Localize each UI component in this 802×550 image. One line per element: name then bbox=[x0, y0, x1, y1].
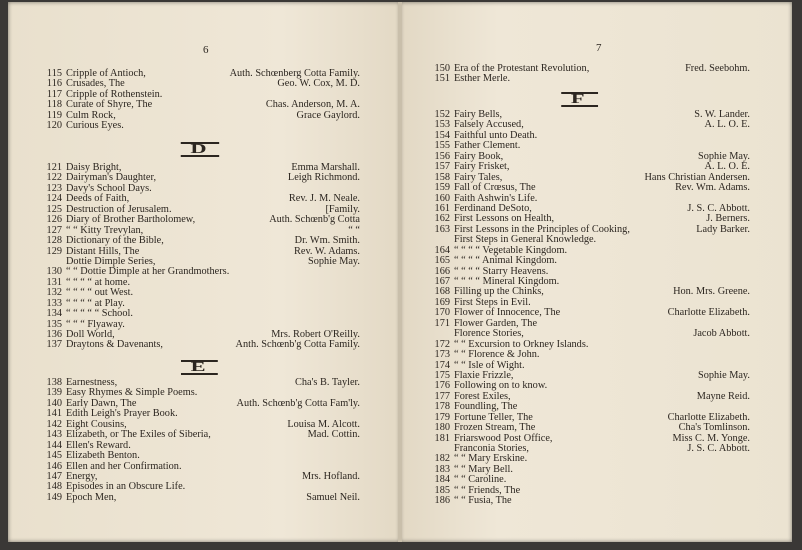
item-title: Eight Cousins, bbox=[66, 418, 127, 430]
item-author: Charlotte Elizabeth. bbox=[667, 411, 750, 423]
item-number: 152 bbox=[434, 109, 450, 120]
item-number: 148 bbox=[46, 481, 62, 493]
item-title: First Lessons in the Principles of Cooking, bbox=[454, 223, 630, 235]
item-title: Franconia Stories, bbox=[454, 443, 529, 454]
right-list-e bbox=[428, 64, 750, 85]
item-title: Dairyman's Daughter, bbox=[66, 172, 157, 184]
item-title: “ “ Friends, The bbox=[454, 484, 521, 496]
item-number: 121 bbox=[46, 162, 62, 173]
item-number: 179 bbox=[434, 411, 450, 423]
item-title: Fairy Bells, bbox=[454, 109, 503, 120]
item-author: Chas. Anderson, M. A. bbox=[265, 99, 360, 111]
right-list-f bbox=[428, 110, 750, 507]
item-author: Mrs. Hofland. bbox=[301, 470, 360, 482]
item-number: 115 bbox=[46, 68, 62, 79]
item-number: 134 bbox=[46, 308, 62, 320]
item-number: 126 bbox=[46, 214, 62, 226]
item-title: Culm Rock, bbox=[66, 109, 116, 121]
item-number: 127 bbox=[46, 224, 62, 236]
item-number: 168 bbox=[434, 286, 450, 298]
item-title: Energy, bbox=[66, 470, 98, 482]
item-number: 173 bbox=[434, 349, 450, 361]
item-title: “ “ “ “ Starry Heavens. bbox=[454, 265, 549, 277]
item-number: 165 bbox=[434, 255, 450, 267]
item-title: Davy's School Days. bbox=[66, 182, 152, 194]
list-item bbox=[428, 423, 750, 433]
item-author: Hans Christian Andersen. bbox=[644, 171, 750, 183]
item-author: Auth. Schœnb'g Cotta bbox=[269, 214, 360, 226]
list-item bbox=[428, 350, 750, 360]
item-number: 143 bbox=[46, 429, 62, 441]
book-gutter bbox=[398, 2, 402, 542]
item-number: 128 bbox=[46, 235, 62, 247]
item-title: Distant Hills, The bbox=[66, 245, 140, 257]
item-title: Dictionary of the Bible, bbox=[66, 235, 164, 247]
item-title: Cripple of Rothenstein. bbox=[66, 88, 163, 100]
item-title: Cripple of Antioch, bbox=[66, 68, 146, 79]
item-title: Ellen's Reward. bbox=[66, 439, 131, 451]
item-number: 160 bbox=[434, 192, 450, 204]
item-author: J. S. C. Abbott. bbox=[687, 443, 750, 454]
item-author: Lady Barker. bbox=[696, 223, 750, 235]
item-number: 153 bbox=[434, 119, 450, 131]
item-title: Esther Merle. bbox=[454, 73, 511, 85]
left-list-d bbox=[40, 163, 360, 351]
item-author: [Family. bbox=[325, 203, 360, 215]
item-title: “ “ “ “ Vegetable Kingdom. bbox=[454, 244, 568, 256]
item-author: Fred. Seebohm. bbox=[685, 63, 750, 74]
item-number: 150 bbox=[434, 63, 450, 74]
item-title: “ “ “ “ “ School. bbox=[66, 308, 133, 320]
item-title: Curious Eyes. bbox=[66, 120, 124, 132]
item-number: 149 bbox=[46, 491, 62, 503]
item-title: “ “ “ “ Animal Kingdom. bbox=[454, 255, 557, 267]
item-title: Forest Exiles, bbox=[454, 390, 511, 402]
item-title: Deeds of Faith, bbox=[66, 193, 130, 205]
item-number: 154 bbox=[434, 129, 450, 141]
item-title: Daisy Bright, bbox=[66, 162, 122, 173]
item-author: Auth. Schœnberg Cotta Family. bbox=[229, 68, 360, 79]
item-number: 181 bbox=[434, 432, 450, 444]
item-author: Miss C. M. Yonge. bbox=[672, 432, 750, 444]
item-title: “ “ “ “ at Play. bbox=[66, 297, 125, 309]
item-number: 141 bbox=[46, 408, 62, 420]
section-heading-d: D bbox=[40, 142, 360, 164]
item-number: 137 bbox=[46, 339, 62, 351]
item-title: Dottie Dimple Series, bbox=[66, 255, 156, 267]
section-d bbox=[40, 142, 360, 164]
item-number: 167 bbox=[434, 276, 450, 287]
item-title: Florence Stories, bbox=[454, 328, 524, 340]
section-heading-e: E bbox=[40, 360, 360, 382]
item-title: Foundling, The bbox=[454, 401, 518, 413]
item-number: 138 bbox=[46, 377, 62, 388]
item-number: 184 bbox=[434, 474, 450, 486]
item-number: 177 bbox=[434, 390, 450, 402]
item-title: Curate of Shyre, The bbox=[66, 99, 153, 111]
list-item bbox=[40, 236, 360, 246]
item-author: Mad. Cottin. bbox=[307, 429, 360, 441]
item-author: Louisa M. Alcott. bbox=[287, 418, 360, 430]
item-title: “ “ “ “ Mineral Kingdom. bbox=[454, 276, 560, 287]
item-title: First Steps in Evil. bbox=[454, 296, 531, 308]
item-title: Elizabeth, or The Exiles of Siberia, bbox=[66, 429, 211, 441]
item-number: 117 bbox=[46, 88, 62, 100]
item-number: 131 bbox=[46, 276, 62, 288]
item-author: Grace Gaylord. bbox=[296, 109, 360, 121]
item-title: Filling up the Chinks, bbox=[454, 286, 544, 298]
item-number: 147 bbox=[46, 470, 62, 482]
item-number: 161 bbox=[434, 202, 450, 214]
item-title: Flower of Innocence, The bbox=[454, 307, 561, 319]
item-number: 123 bbox=[46, 182, 62, 194]
item-title: Early Dawn, The bbox=[66, 397, 137, 409]
item-number: 119 bbox=[46, 109, 62, 121]
item-title: Episodes in an Obscure Life. bbox=[66, 481, 186, 493]
item-number: 144 bbox=[46, 439, 62, 451]
item-author: Anth. Schœnb'g Cotta Family. bbox=[235, 339, 360, 351]
item-number: 145 bbox=[46, 450, 62, 462]
item-title: “ “ Excursion to Orkney Islands. bbox=[454, 338, 589, 350]
item-title: Flower Garden, The bbox=[454, 317, 538, 329]
list-item bbox=[428, 496, 750, 506]
item-number: 129 bbox=[46, 245, 62, 257]
item-number: 172 bbox=[434, 338, 450, 350]
item-number: 178 bbox=[434, 401, 450, 413]
item-number: 163 bbox=[434, 223, 450, 235]
item-author: Hon. Mrs. Greene. bbox=[673, 286, 750, 298]
item-number: 135 bbox=[46, 318, 62, 330]
left-list-c bbox=[40, 69, 360, 132]
item-title: “ “ “ Flyaway. bbox=[66, 318, 125, 330]
list-item bbox=[40, 451, 360, 461]
item-number: 151 bbox=[434, 73, 450, 85]
item-author: Mayne Reid. bbox=[696, 390, 750, 402]
item-number: 142 bbox=[46, 418, 62, 430]
item-title: Frozen Stream, The bbox=[454, 422, 536, 434]
item-author: Rev. Wm. Adams. bbox=[675, 182, 750, 194]
item-number: 139 bbox=[46, 387, 62, 399]
item-number: 124 bbox=[46, 193, 62, 205]
item-number: 159 bbox=[434, 182, 450, 194]
item-title: “ “ Kitty Trevylan, bbox=[66, 224, 144, 236]
item-number: 186 bbox=[434, 495, 450, 507]
item-title: Flaxie Frizzle, bbox=[454, 369, 514, 381]
item-title: Fortune Teller, The bbox=[454, 411, 533, 423]
item-number: 120 bbox=[46, 120, 62, 132]
item-title: Crusades, The bbox=[66, 78, 125, 90]
item-number: 175 bbox=[434, 369, 450, 381]
item-number: 174 bbox=[434, 359, 450, 371]
item-author: Emma Marshall. bbox=[291, 162, 360, 173]
item-number: 162 bbox=[434, 213, 450, 225]
item-author: A. L. O. E. bbox=[704, 119, 750, 131]
item-number: 155 bbox=[434, 140, 450, 152]
item-title: Era of the Protestant Revolution, bbox=[454, 63, 590, 74]
item-number: 130 bbox=[46, 266, 62, 278]
item-title: “ “ Caroline. bbox=[454, 474, 507, 486]
list-item bbox=[40, 309, 360, 319]
item-title: Falsely Accused, bbox=[454, 119, 524, 131]
item-title: “ “ Dottie Dimple at her Grandmothers. bbox=[66, 266, 230, 278]
item-number: 164 bbox=[434, 244, 450, 256]
item-title: Ellen and her Confirmation. bbox=[66, 460, 182, 472]
item-number: 125 bbox=[46, 203, 62, 215]
item-author: Jacob Abbott. bbox=[693, 328, 750, 340]
item-title: Father Clement. bbox=[454, 140, 521, 152]
item-number: 157 bbox=[434, 161, 450, 173]
item-title: Draytons & Davenants, bbox=[66, 339, 163, 351]
item-title: Following on to know. bbox=[454, 380, 548, 392]
item-author: J. S. C. Abbott. bbox=[687, 202, 750, 214]
item-title: Elizabeth Benton. bbox=[66, 450, 140, 462]
item-number: 170 bbox=[434, 307, 450, 319]
item-author: Dr. Wm. Smith. bbox=[294, 235, 360, 247]
item-number: 156 bbox=[434, 150, 450, 162]
item-number: 176 bbox=[434, 380, 450, 392]
item-author: A. L. O. E. bbox=[704, 161, 750, 173]
item-number: 171 bbox=[434, 317, 450, 329]
right-page-number: 7 bbox=[596, 42, 602, 54]
item-author: Sophie May. bbox=[698, 369, 750, 381]
item-number: 118 bbox=[46, 99, 62, 111]
list-item bbox=[40, 493, 360, 503]
item-author: Leigh Richmond. bbox=[287, 172, 360, 184]
list-item bbox=[40, 340, 360, 350]
item-number: 116 bbox=[46, 78, 62, 90]
item-title: Easy Rhymes & Simple Poems. bbox=[66, 387, 198, 399]
item-title: Faith Ashwin's Life. bbox=[454, 192, 538, 204]
item-author: Cha's Tomlinson. bbox=[678, 422, 750, 434]
item-title: First Steps in General Knowledge. bbox=[454, 234, 597, 246]
item-number: 185 bbox=[434, 484, 450, 496]
item-number: 183 bbox=[434, 463, 450, 475]
item-number: 136 bbox=[46, 329, 62, 340]
item-author: S. W. Lander. bbox=[694, 109, 750, 120]
item-title: Earnestness, bbox=[66, 377, 118, 388]
item-title: “ “ Mary Erskine. bbox=[454, 453, 528, 465]
item-number: 180 bbox=[434, 422, 450, 434]
item-title: Fairy Tales, bbox=[454, 171, 503, 183]
item-title: Ferdinand DeSoto, bbox=[454, 202, 532, 214]
list-item bbox=[428, 256, 750, 266]
item-author: Auth. Schœnb'g Cotta Fam'ly. bbox=[236, 397, 360, 409]
item-number: 132 bbox=[46, 287, 62, 299]
list-item bbox=[40, 121, 360, 131]
item-title: “ “ “ “ out West. bbox=[66, 287, 134, 299]
list-item bbox=[428, 183, 750, 193]
item-title: “ “ Florence & John. bbox=[454, 349, 540, 361]
item-number: 166 bbox=[434, 265, 450, 277]
item-title: Diary of Brother Bartholomew, bbox=[66, 214, 196, 226]
item-number: 140 bbox=[46, 397, 62, 409]
item-number: 146 bbox=[46, 460, 62, 472]
item-title: First Lessons on Health, bbox=[454, 213, 555, 225]
item-author: “ “ bbox=[348, 224, 360, 236]
left-list-e bbox=[40, 378, 360, 503]
item-title: Friarswood Post Office, bbox=[454, 432, 553, 444]
item-author: Geo. W. Cox, M. D. bbox=[277, 78, 360, 90]
item-author: Rev. J. M. Neale. bbox=[288, 193, 360, 205]
item-title: “ “ “ “ at home. bbox=[66, 276, 131, 288]
item-author: J. Berners. bbox=[706, 213, 750, 225]
item-author: Mrs. Robert O'Reilly. bbox=[271, 329, 360, 340]
item-title: Fall of Crœsus, The bbox=[454, 182, 536, 194]
list-item bbox=[428, 74, 750, 84]
item-title: Doll World, bbox=[66, 329, 115, 340]
item-title: “ “ Isle of Wight. bbox=[454, 359, 525, 371]
item-title: “ “ Mary Bell. bbox=[454, 463, 513, 475]
section-heading-f: F bbox=[428, 92, 750, 114]
item-title: Edith Leigh's Prayer Book. bbox=[66, 408, 178, 420]
item-number: 122 bbox=[46, 172, 62, 184]
item-title: Destruction of Jerusalem. bbox=[66, 203, 172, 215]
item-title: Epoch Men, bbox=[66, 491, 117, 503]
item-number: 182 bbox=[434, 453, 450, 465]
item-title: Faithful unto Death. bbox=[454, 129, 538, 141]
item-author: Charlotte Elizabeth. bbox=[667, 307, 750, 319]
item-number: 169 bbox=[434, 296, 450, 308]
item-author: Cha's B. Tayler. bbox=[294, 377, 360, 388]
item-title: “ “ Fusia, The bbox=[454, 495, 512, 507]
item-number: 158 bbox=[434, 171, 450, 183]
item-author: Sophie May. bbox=[698, 150, 750, 162]
item-author: Samuel Neil. bbox=[306, 491, 360, 503]
item-author: Rev. W. Adams. bbox=[294, 245, 360, 257]
item-number: 133 bbox=[46, 297, 62, 309]
item-title: Fairy Book, bbox=[454, 150, 504, 162]
item-author: Sophie May. bbox=[308, 255, 360, 267]
left-page-number: 6 bbox=[203, 44, 209, 56]
item-title: Fairy Frisket, bbox=[454, 161, 510, 173]
